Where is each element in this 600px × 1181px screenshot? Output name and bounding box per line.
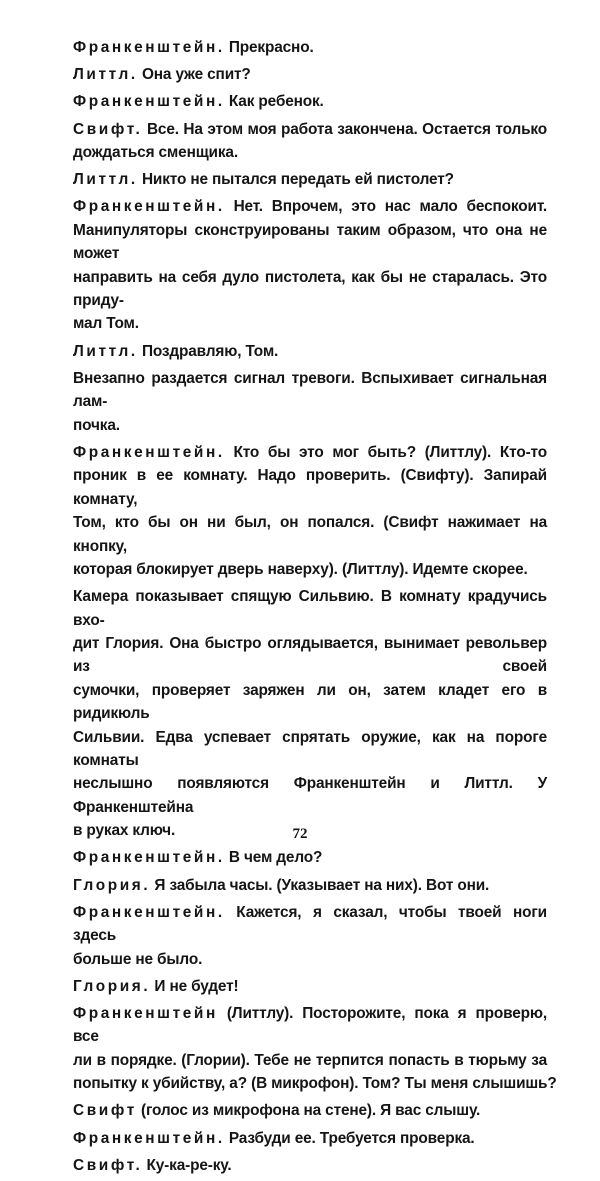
dialogue-text: Я забыла часы. (Указывает на них). Вот они. [154, 876, 490, 894]
dialogue-line [73, 118, 547, 165]
stage-direction-text: Внезапно раздается сигнал тревоги. Вспыхивает сигнальная лам- [73, 369, 547, 411]
speaker-name: Франкенштейн. [73, 849, 225, 867]
dialogue-text: Манипуляторы сконструированы таким образом, что она не может [73, 221, 547, 263]
dialogue-text: Том, кто бы он ни был, он попался. (Свифт нажимает на кнопку, [73, 514, 547, 555]
dialogue-line [73, 1099, 547, 1122]
dialogue-text: дождаться сменщика. [73, 144, 238, 162]
speaker-name: Свифт. [73, 120, 143, 138]
page-number: 72 [292, 826, 308, 842]
dialogue-line [73, 901, 547, 971]
dialogue-text: Все. На этом моя работа закончена. Остается только [146, 120, 547, 138]
speaker-name: Свифт [73, 1102, 137, 1120]
dialogue-text: ли в порядке. (Глории). Тебе не терпится попасть в тюрьму за [73, 1051, 547, 1069]
dialogue-line [73, 1127, 547, 1150]
dialogue-line [73, 340, 547, 363]
dialogue-text: И не будет! [154, 977, 239, 995]
dialogue-text: Разбуди ее. Требуется проверка. [228, 1129, 475, 1147]
stage-direction [73, 585, 547, 842]
speaker-name: Франкенштейн. [73, 903, 225, 921]
stage-direction-text: Сильвии. Едва успевает спрятать оружие, как на пороге комнаты [73, 728, 547, 769]
dialogue-text: Поздравляю, Том. [141, 342, 279, 360]
dialogue-text: Как ребенок. [228, 93, 324, 111]
dialogue-line [73, 1154, 547, 1177]
dialogue-line [73, 168, 547, 191]
stage-direction-text: неслышно появляются Франкенштейн и Литтл. У Франкенштейна [73, 775, 547, 816]
dialogue-text: которая блокирует дверь наверху). (Литтлу). Идемте скорее. [73, 560, 528, 578]
dialogue-text: Она уже спит? [141, 66, 251, 84]
dialogue-line [73, 846, 547, 869]
dialogue-text: В чем дело? [228, 849, 323, 867]
dialogue-line [73, 975, 547, 998]
dialogue-text: проник в ее комнату. Надо проверить. (Свифту). Запирай комнату, [73, 467, 547, 508]
dialogue-text: Кажется, я сказал, чтобы твоей ноги здесь [73, 903, 547, 945]
dialogue-text: мал Том. [73, 315, 139, 333]
stage-direction [73, 367, 547, 437]
speaker-name: Франкенштейн. [73, 1129, 225, 1147]
speaker-name: Франкенштейн. [73, 198, 225, 216]
dialogue-text: (голос из микрофона на стене). Я вас слышу. [140, 1102, 481, 1120]
speaker-name: Литтл. [73, 171, 138, 189]
dialogue-text: (Литтлу). Посторожите, пока я проверю, все [73, 1005, 547, 1046]
dialogue-text: Кто бы это мог быть? (Литтлу). Кто-то [233, 443, 547, 461]
dialogue-text: попытку к убийству, а? (В микрофон). Том? Ты меня слышишь? [73, 1075, 557, 1093]
stage-direction-text: почка. [73, 416, 120, 434]
speaker-name: Глория. [73, 977, 151, 995]
speaker-name: Франкенштейн. [73, 39, 225, 56]
dialogue-line [73, 441, 547, 581]
speaker-name: Литтл. [73, 66, 138, 84]
speaker-name: Франкенштейн. [73, 93, 225, 111]
dialogue-text: Прекрасно. [228, 39, 314, 56]
dialogue-text: Никто не пытался передать ей пистолет? [141, 171, 454, 189]
dialogue-line [73, 90, 547, 113]
stage-direction-text: Камера показывает спящую Сильвию. В комнату крадучись вхо- [73, 588, 547, 629]
speaker-name: Франкенштейн. [73, 443, 225, 461]
dialogue-line [73, 63, 547, 86]
dialogue-line [73, 195, 547, 335]
dialogue-line [73, 1002, 557, 1096]
speaker-name: Глория. [73, 876, 151, 894]
dialogue-text: Ку-ка-ре-ку. [146, 1156, 232, 1174]
dialogue-text: Нет. Впрочем, это нас мало беспокоит. [233, 198, 547, 216]
dialogue-text: больше не было. [73, 950, 203, 968]
speaker-name: Франкенштейн [73, 1005, 218, 1022]
dialogue-line [73, 874, 547, 897]
page-body [73, 36, 557, 1181]
stage-direction-text: в руках ключ. [73, 822, 176, 840]
speaker-name: Литтл. [73, 342, 138, 360]
dialogue-line [73, 36, 547, 59]
dialogue-text: направить на себя дуло пистолета, как бы не старалась. Это приду- [73, 268, 547, 310]
stage-direction-text: сумочки, проверяет заряжен ли он, затем кладет его в ридикюль [73, 681, 547, 723]
speaker-name: Свифт. [73, 1156, 143, 1174]
stage-direction-text: дит Глория. Она быстро оглядывается, вынимает револьвер из своей [73, 634, 547, 676]
